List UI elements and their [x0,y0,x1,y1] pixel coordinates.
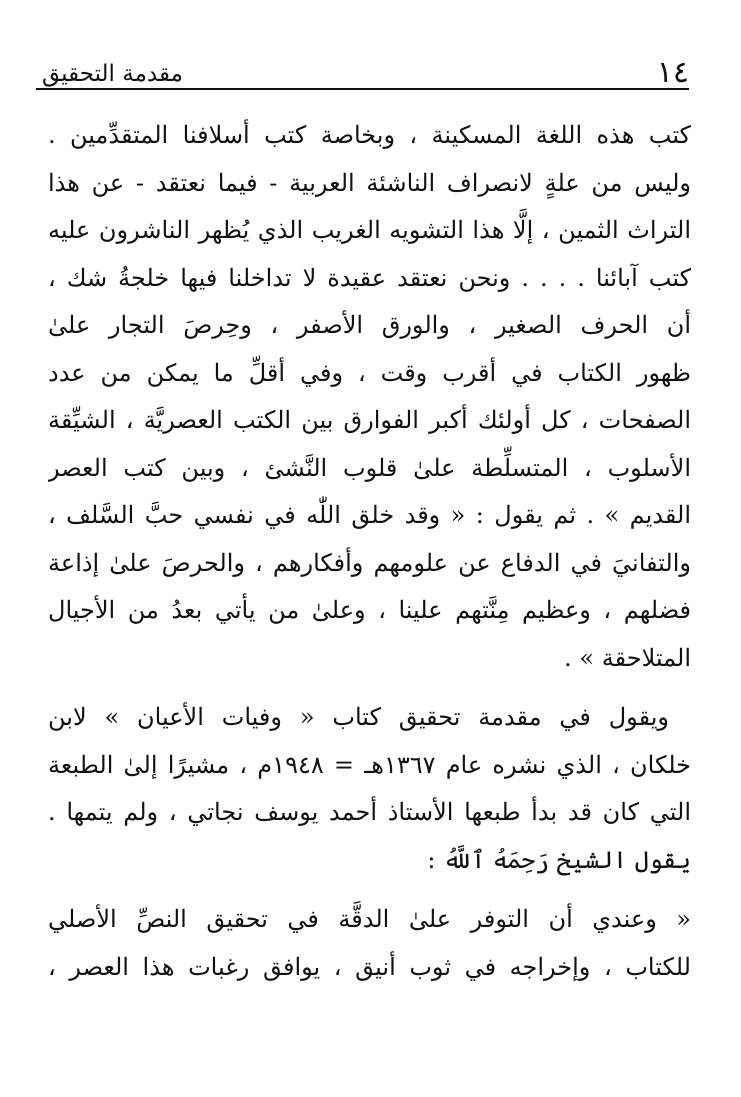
text-line: المتلاحقة » . [564,643,691,672]
text-line: ظهور الكتاب في أقرب وقت ، وفي أقلِّ ما يمكن من عدد [48,358,691,387]
text-line: فضلهم ، وعظيم مِنَّتهم علينا ، وعلىٰ من يأتي بعدُ من الأجيال [48,596,691,624]
text-line: وليس من علةٍ لانصراف الناشئة العربية - فيما نعتقد - عن هذا [48,168,691,197]
text-line: خلكان ، الذي نشره عام ١٣٦٧هـ = ١٩٤٨م ، مشيرًا إلىٰ الطبعة [48,750,691,779]
running-title: مقدمة التحقيق [42,61,183,87]
text-line: يقول الشيخ رَحِمَهُ ٱللَّهُ : [427,845,691,874]
body-text [48,112,691,991]
text-line: ويقول في مقدمة تحقيق كتاب « وفيات الأعيان » لابن [48,703,669,731]
text-line: الصفحات ، كل أولئك أكبر الفوارق بين الكتب العصريَّة ، الشيِّقة [48,406,691,434]
text-line: كتب هذه اللغة المسكينة ، وبخاصة كتب أسلافنا المتقدِّمين . [48,121,691,149]
text-line: للكتاب ، وإخراجه في ثوب أنيق ، يوافق رغبات هذا العصر ، [48,952,691,981]
text-line: والتفانيَ في الدفاع عن علومهم وأفكارهم ، والحرصَ علىٰ إذاعة [48,548,691,577]
text-line: « وعندي أن التوفر علىٰ الدقَّة في تحقيق النصِّ الأصلي [48,905,691,933]
text-line: أن الحرف الصغير ، والورق الأصفر ، وحِرصَ التجار علىٰ [48,311,691,339]
text-line: كتب آبائنا . . . . ونحن نعتقد عقيدة لا تداخلنا فيها خلجةُ شك ، [48,263,691,292]
page-number: ١٤ [656,55,689,90]
paragraph-gap [48,884,691,896]
paragraph-1 [48,112,691,682]
paragraph-gap [48,682,691,694]
paragraph-2 [48,694,691,884]
header-rule [36,88,689,90]
text-line: الأسلوب ، المتسلِّطة علىٰ قلوب النَّشئ ، وبين كتب العصر [48,453,691,482]
text-line: التي كان قد بدأ طبعها الأستاذ أحمد يوسف نجاتي ، ولم يتمها . [48,798,691,826]
text-line: التراث الثمين ، إلَّا هذا التشويه الغريب الذي يُظهر الناشرون عليه [48,216,691,244]
page-header [36,48,689,88]
text-line: القديم » . ثم يقول : « وقد خلق اللّٰه في نفسي حبَّ السَّلف ، [48,501,691,529]
paragraph-3 [48,896,691,991]
